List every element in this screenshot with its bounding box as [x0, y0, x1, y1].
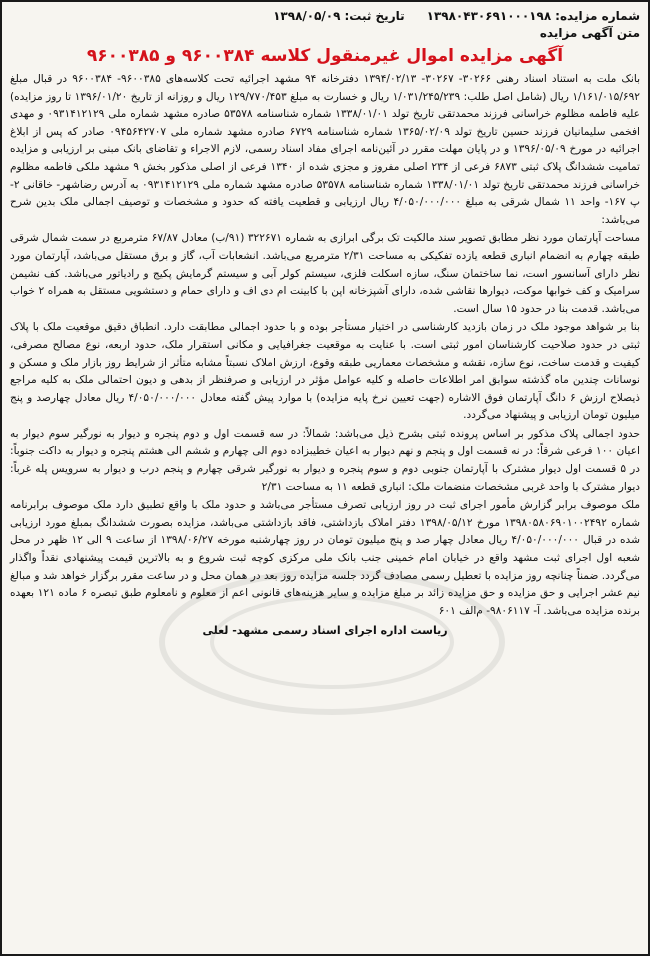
- notice-meta: [10, 8, 640, 25]
- registration-date-label: تاریخ ثبت:: [344, 9, 405, 23]
- signature: ریاست اداره اجرای اسناد رسمی مشهد- لعلی: [202, 624, 448, 638]
- notice-title: آگهی مزایده اموال غیرمنقول کلاسه ۹۶۰۰۳۸۴ و ۹۶۰۰۳۸۵: [86, 46, 564, 66]
- section-heading: متن آگهی مزایده: [539, 26, 640, 40]
- paragraph-boundaries: حدود اجمالی پلاک مذکور بر اساس پرونده ثبتی بشرح ذیل می‌باشد: شمالاً: در سه قسمت اول و دوم پنجره و دیوار به نورگیر سوم دیوار به اعیان ۱۰۰ فرعی شرقاً: در نه قسمت اول و پنجم و نهم دیوار به اعیان خطیبزاده دوم الی چهارم و ششم الی هشتم پنجره و دیوار به داکت جنوباً: در ۵ قسمت اول دیوار مشترک با آپارتمان جنوبی دوم و سوم پنجره و دیوار به نورگیر شرقی چهارم و پنجم درب و دیوار به سرویس پله غرباً: دیوار مشترک با واحد غربی مشخصات منضمات ملک: انباری قطعه ۱۱ به مساحت ۲/۳۱: [10, 427, 640, 493]
- registration-date-value: ۱۳۹۸/۰۵/۰۹: [273, 9, 341, 23]
- auction-number-label: شماره مزایده:: [555, 9, 640, 23]
- paragraph-valuation: بنا بر شواهد موجود ملک در زمان بازدید کارشناسی در اختیار مستأجر بوده و با حدود اجمالی مطابقت دارد. انطباق دقیق موقعیت ملک با پلاک ثبتی در حدود صلاحیت کارشناسان امور ثبتی است. با عنایت به موقعیت جغرافیایی و مکانی استقرار ملک، حدود اربعه، نوع مصالح مصرفی، کیفیت و قدمت ساخت، نوع سازه، نقشه و مشخصات معماریی طبقه وقوع، ارزش املاک نسبتاً مشابه متأثر از شرایط روز بازار ملک و مسکن و نوسانات چندین ماه گذشته سوابق امر اطلاعات حاصله و کلیه عوامل مؤثر در ارزیابی و صرفنظر از بدهی و دیون احتمالی ملک به کلیه مراجع ذیصلاح ارزش ۶ دانگ آپارتمان فوق الاشاره (جهت تعیین نرخ پایه مزایده) با موارد پیش گفته معادل ۴/۰۵۰/۰۰۰/۰۰۰ ریال معادل چهارصد و پنج میلیون تومان ارزیابی و پیشنهاد می‌گردد.: [10, 321, 641, 422]
- auction-number: [427, 8, 640, 25]
- auction-number-value: ۱۳۹۸۰۴۳۰۶۹۱۰۰۰۱۹۸: [426, 9, 552, 23]
- registration-date: [273, 8, 405, 25]
- paragraph-intro: بانک ملت به استناد اسناد رهنی ۳۰۲۶۶- ۳۰۲۶۷- ۱۳۹۴/۰۲/۱۳ دفترخانه ۹۴ مشهد اجرائیه تحت کلاسه‌های ۹۶۰۰۳۸۵- ۹۶۰۰۳۸۴ در قبال مبلغ ۱/۱۶۱/۰۱۵/۶۹۲ ریال (شامل اصل طلب: ۱/۰۳۱/۲۴۵/۲۳۹ ریال و خسارت به مبلغ ۱۲۹/۷۷۰/۴۵۳ ریال و روزانه از تاریخ ۱۳۹۶/۰۱/۲۰ تا روز مزایده) علیه فاطمه مظلوم خراسانی فرزند محمدتقی تاریخ تولد ۱۳۳۸/۰۱/۰۱ شماره شناسنامه ۵۳۵۷۸ صادره مشهد شماره ملی ۰۹۳۱۴۱۲۱۲۹ و مهدی افخمی سلیمانیان فرزند حسین تاریخ تولد ۱۳۶۵/۰۲/۰۹ شماره شناسنامه ۶۷۲۹ صادره مشهد شماره ملی ۰۹۴۵۶۴۲۷۰۷ صادر که پس از ابلاغ اجرائیه در مورخ ۱۳۹۶/۰۵/۰۹ و در پایان مهلت مقرر در آئین‌نامه اجرای مفاد اسناد رسمی، لازم الاجراء و تقاضای بانک مبنی بر ارزیابی و مزایده تمامیت ششدانگ پلاک ثبتی ۶۸۷۳ فرعی از ۲۳۴ اصلی مفروز و مجزی شده از ۱۳۴۰ فرعی از اصلی مذکور بخش ۹ مشهد ملکی فاطمه مظلوم خراسانی فرزند محمدتقی تاریخ تولد ۱۳۳۸/۰۱/۰۱ شماره شناسنامه ۵۳۵۷۸ صادره مشهد شماره ملی ۰۹۳۱۴۱۲۱۲۹ به آدرس رضاشهر- خاقانی ۲- پ ۱۶۷- واحد ۱۱ شمال شرقی به مبلغ ۴/۰۵۰/۰۰۰/۰۰۰ ریال ارزیابی و قطعیت یافته که حدود و مشخصات و توصیف اجمالی ملک بدین شرح می‌باشد:: [10, 73, 641, 226]
- paragraph-property-description: مساحت آپارتمان مورد نظر مطابق تصویر سند مالکیت تک برگی ابرازی به شماره ۳۲۲۶۷۱ (۹۱/ب) معادل ۶۷/۸۷ مترمربع در سمت شمال شرقی طبقه چهارم به انضمام انباری قطعه یازده تفکیکی به مساحت ۲/۳۱ مترمربع می‌باشد. انشعابات آب، گاز و برق مستقل می‌باشد، آپارتمان مورد نظر دارای آسانسور است، نما ساختمان سنگ، سازه اسکلت فلزی، سیستم کولر آبی و سیستم گرمایش پکیج و رادیاتور می‌باشد. کف نشیمن سرامیک و کف خوابها موکت، دیوارها نقاشی شده، دارای آشپزخانه اپن با کابینت ام دی اف و دارای حمام و دستشویی مستقل به همراه ۲ خواب می‌باشد. قدمت بنا در حدود ۱۵ سال است.: [10, 232, 640, 315]
- paragraph-auction-terms: ملک موصوف برابر گزارش مأمور اجرای ثبت در روز ارزیابی تصرف مستأجر می‌باشد و حدود ملک با واقع تطبیق دارد ملک موصوف برابرنامه شماره ۱۳۹۸۰۵۸۰۶۹۰۱۰۰۲۴۹۲ مورخ ۱۳۹۸/۰۵/۱۲ دفتر املاک بازداشتی، فاقد بازداشتی می‌باشد، مزایده بصورت ششدانگ بمبلغ مورد ارزیابی شده در قبال ۴/۰۵۰/۰۰۰/۰۰۰ ریال معادل چهار صد و پنج میلیون تومان در روز چهارشنبه مورخه ۱۳۹۸/۰۶/۲۷ از ساعت ۹ الی ۱۲ ظهر در محل شعبه اول اجرای ثبت مشهد واقع در خیابان امام خمینی جنب بانک ملی مرکزی کوچه ثبت شروع و به بالاترین قیمت پیشنهادی نقداً واگذار می‌گردد. ضمناً چنانچه روز مزایده با تعطیل رسمی مصادف گردد جلسه مزایده روز بعد در همان محل و در ساعت مقرر برگزار خواهد شد و مبالغ نیم عشر اجرایی و حق مزایده و حق مزایده زائد بر مبلغ مزایده و سایر هزینه‌های قانونی اعم از معلوم و نامعلوم طبق تبصره ۶ ماده ۱۲۱ بعهده برنده مزایده می‌باشد. آ- ۹۸۰۶۱۱۷- م‌الف ۶۰۱: [10, 499, 641, 617]
